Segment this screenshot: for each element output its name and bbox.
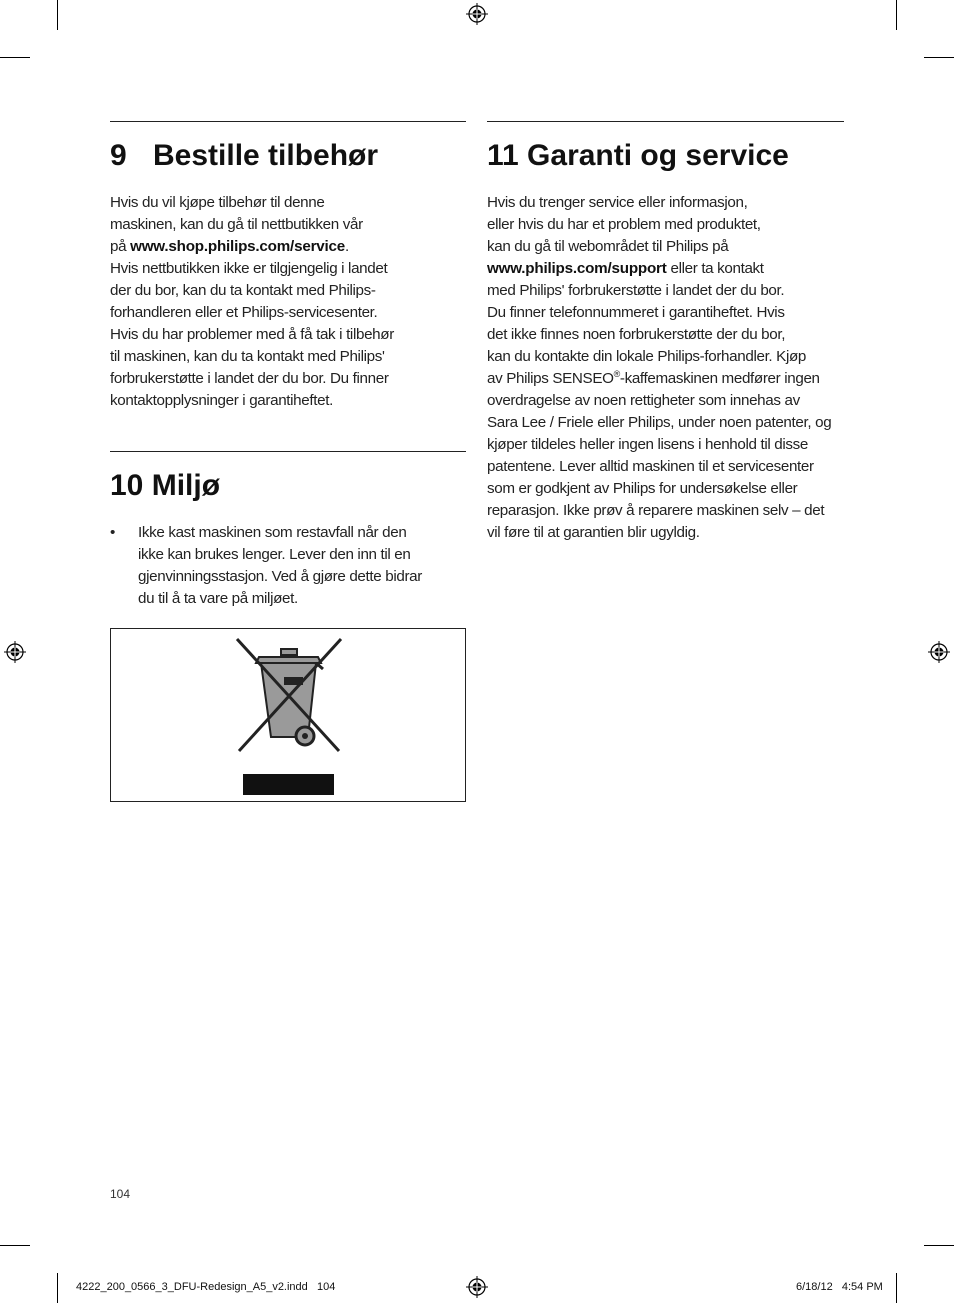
registered-mark: ® — [613, 368, 620, 379]
crop-mark — [0, 57, 30, 58]
text-line: Hvis du har problemer med å få tak i tilbehør — [110, 326, 394, 343]
text-line: gjenvinningsstasjon. Ved å gjøre dette bidrar — [138, 568, 422, 585]
text-line: det ikke finnes noen forbrukerstøtte der du bor, — [487, 326, 786, 343]
support-link[interactable]: www.philips.com/support — [487, 260, 667, 277]
registration-mark-icon — [928, 641, 950, 663]
section-9-title: Bestille tilbehør — [153, 139, 379, 172]
crop-mark — [924, 1245, 954, 1246]
shop-link[interactable]: www.shop.philips.com/service — [130, 238, 346, 255]
text-line: Hvis du vil kjøpe tilbehør til denne — [110, 194, 325, 211]
text-line: Hvis nettbutikken ikke er tilgjengelig i landet — [110, 260, 388, 277]
text-line: vil føre til at garantien blir ugyldig. — [487, 524, 700, 541]
crop-mark — [0, 1245, 30, 1246]
text-line: ikke kan brukes lenger. Lever den inn til en — [138, 546, 411, 563]
list-item — [110, 522, 470, 610]
registration-mark-icon — [4, 641, 26, 663]
section-9 — [110, 138, 470, 412]
text-line: reparasjon. Ikke prøv å reparere maskinen selv – det — [487, 502, 825, 519]
text-line: kan du gå til webområdet til Philips på — [487, 238, 729, 255]
section-9-heading — [110, 138, 470, 174]
crop-mark — [57, 0, 58, 30]
section-11-title: 11 Garanti og service — [487, 139, 789, 172]
text-line: av Philips SENSEO — [487, 370, 614, 387]
section-9-number: 9 — [110, 139, 127, 172]
text-line: forhandleren eller et Philips-servicesenter. — [110, 304, 378, 321]
text-line: du til å ta vare på miljøet. — [138, 590, 298, 607]
crossed-out-bin-icon — [111, 629, 465, 801]
text-line: eller ta kontakt — [666, 260, 764, 277]
text-line: . — [345, 238, 349, 255]
registration-mark-icon — [466, 1276, 488, 1298]
crop-mark — [924, 57, 954, 58]
slug-file-name: 4222_200_0566_3_DFU-Redesign_A5_v2.indd 104 — [76, 1281, 336, 1293]
text-line: kan du kontakte din lokale Philips-forhandler. Kjøp — [487, 348, 807, 365]
section-11 — [487, 138, 849, 544]
text-line: til maskinen, kan du ta kontakt med Philips' — [110, 348, 385, 365]
crop-mark — [896, 1273, 897, 1303]
crop-mark — [57, 1273, 58, 1303]
text-line: som er godkjent av Philips for undersøkelse eller — [487, 480, 798, 497]
text-line: maskinen, kan du gå til nettbutikken vår — [110, 216, 363, 233]
section-9-paragraph — [110, 192, 470, 412]
text-line: Ikke kast maskinen som restavfall når den — [138, 524, 407, 541]
text-line: Sara Lee / Friele eller Philips, under noen patenter, og — [487, 414, 832, 431]
text-line: kontaktopplysninger i garantiheftet. — [110, 392, 333, 409]
text-line: kjøper tildeles heller ingen lisens i henhold til disse — [487, 436, 808, 453]
text-line: Du finner telefonnummeret i garantiheftet. Hvis — [487, 304, 785, 321]
text-line: med Philips' forbrukerstøtte i landet der du bor. — [487, 282, 785, 299]
crop-mark — [896, 0, 897, 30]
weee-figure — [110, 628, 466, 802]
text-line: på — [110, 238, 131, 255]
section-11-paragraph — [487, 192, 849, 544]
text-line: eller hvis du har et problem med produktet, — [487, 216, 761, 233]
section-10 — [110, 468, 470, 610]
page-number: 104 — [110, 1187, 131, 1201]
text-line: forbrukerstøtte i landet der du bor. Du finner — [110, 370, 389, 387]
text-line: Hvis du trenger service eller informasjon, — [487, 194, 748, 211]
text-line: der du bor, kan du ta kontakt med Philips- — [110, 282, 376, 299]
section-9-rule — [110, 121, 466, 122]
slug-date: 6/18/12 4:54 PM — [796, 1281, 883, 1293]
text-line: patentene. Lever alltid maskinen til et servicesenter — [487, 458, 814, 475]
section-10-title: 10 Miljø — [110, 469, 221, 502]
registration-mark-icon — [466, 3, 488, 25]
bullet: • — [110, 524, 115, 541]
text-line: -kaffemaskinen medfører ingen — [619, 370, 820, 387]
section-11-rule — [487, 121, 844, 122]
text-line: overdragelse av noen rettigheter som innehas av — [487, 392, 800, 409]
section-10-rule — [110, 451, 466, 452]
